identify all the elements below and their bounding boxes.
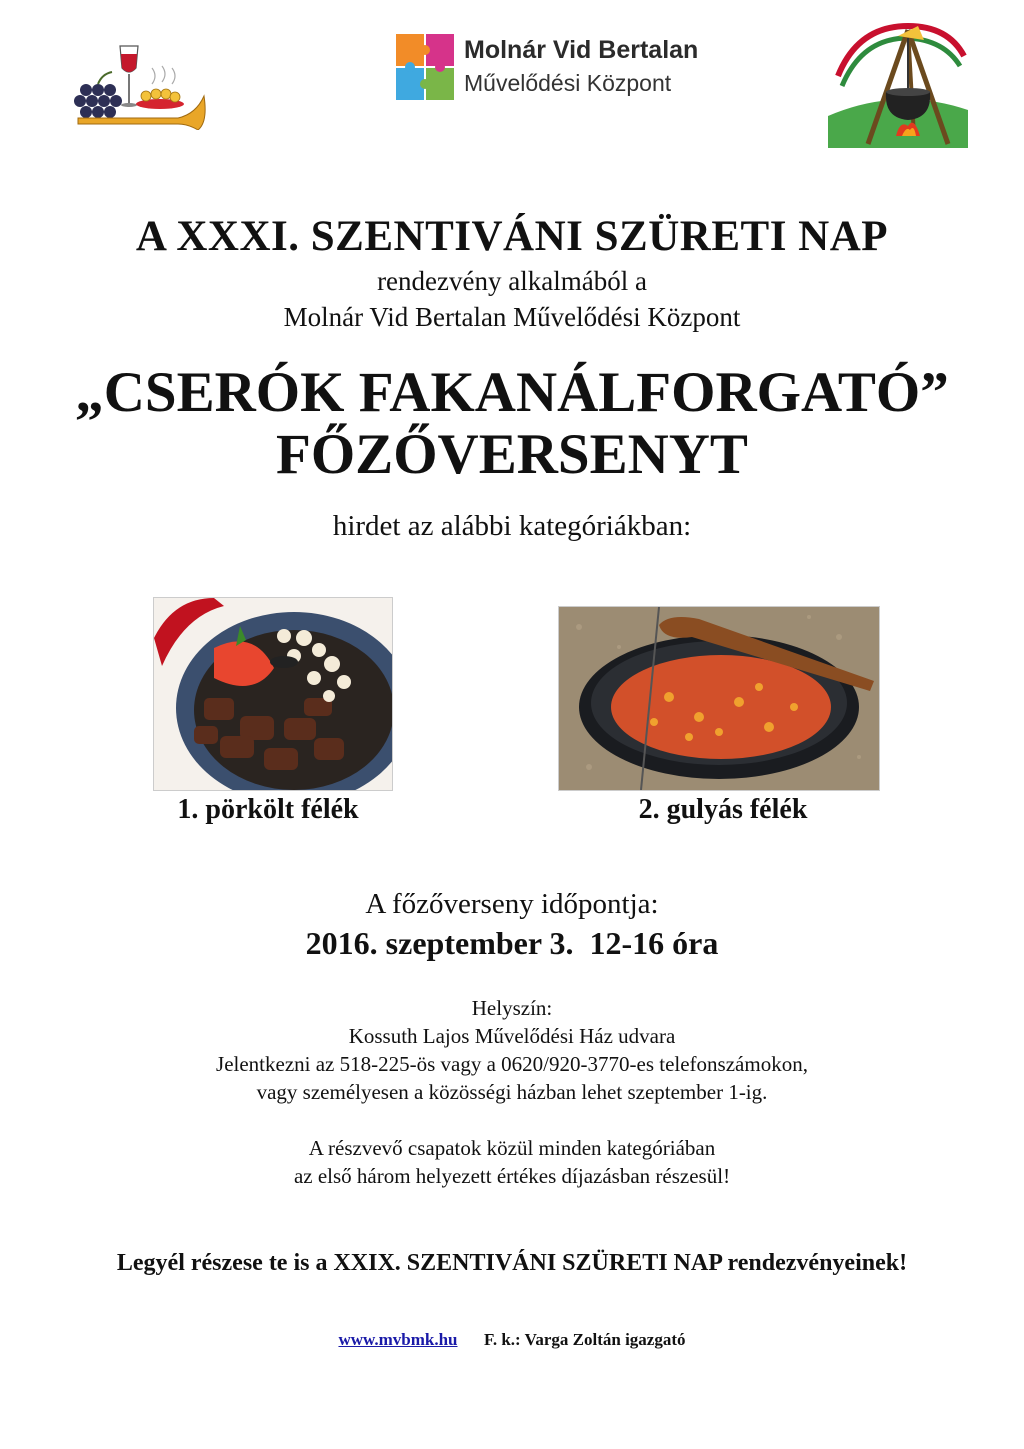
category-1-label: 1. pörkölt félék [177,794,359,825]
closing-text: Legyél részese te is a XXIX. SZENTIVÁNI SZÜRETI NAP rendezvényeinek! [116,1250,908,1276]
date-label: A főzőverseny időpontja: [365,888,659,920]
event-title: A XXXI. SZENTIVÁNI SZÜRETI NAP [135,213,889,260]
signup-line-1: Jelentkezni az 518-225-ös vagy a 0620/920-3770-es telefonszámokon, [216,1052,808,1076]
prize-line-1: A részvevő csapatok közül minden kategóriában [308,1136,716,1160]
cauldron-logo [828,16,968,148]
puzzle-icon [394,32,456,102]
website-link[interactable]: www.mvbmk.hu [338,1330,458,1349]
location-place: Kossuth Lajos Művelődési Ház udvara [348,1024,676,1048]
responsible-person: F. k.: Varga Zoltán igazgató [484,1330,686,1349]
location-label: Helyszín: [471,996,553,1020]
competition-name-line-1: „CSERÓK FAKANÁLFORGATÓ” [75,361,949,424]
mvbmk-logo [394,32,699,104]
date-value: 2016. szeptember 3. 12-16 óra [305,925,719,961]
logo-title: Molnár Vid Bertalan [464,36,699,64]
competition-name-line-2: FŐZŐVERSENYT [276,423,748,486]
wine-harvest-logo [72,40,212,130]
subtitle-line-1: rendezvény alkalmából a [377,266,647,296]
category-2-label: 2. gulyás félék [638,794,808,825]
prize-line-2: az első három helyezett értékes díjazásban részesül! [293,1164,731,1188]
logo-subtitle: Művelődési Központ [464,70,672,96]
porkolt-photo [153,597,393,791]
signup-line-2: vagy személyesen a közösségi házban lehet szeptember 1-ig. [256,1080,768,1104]
footer [0,1330,1024,1350]
gulyas-photo [558,606,880,791]
subtitle-line-2: Molnár Vid Bertalan Művelődési Központ [283,302,741,332]
announce-text: hirdet az alábbi kategóriákban: [332,510,692,542]
